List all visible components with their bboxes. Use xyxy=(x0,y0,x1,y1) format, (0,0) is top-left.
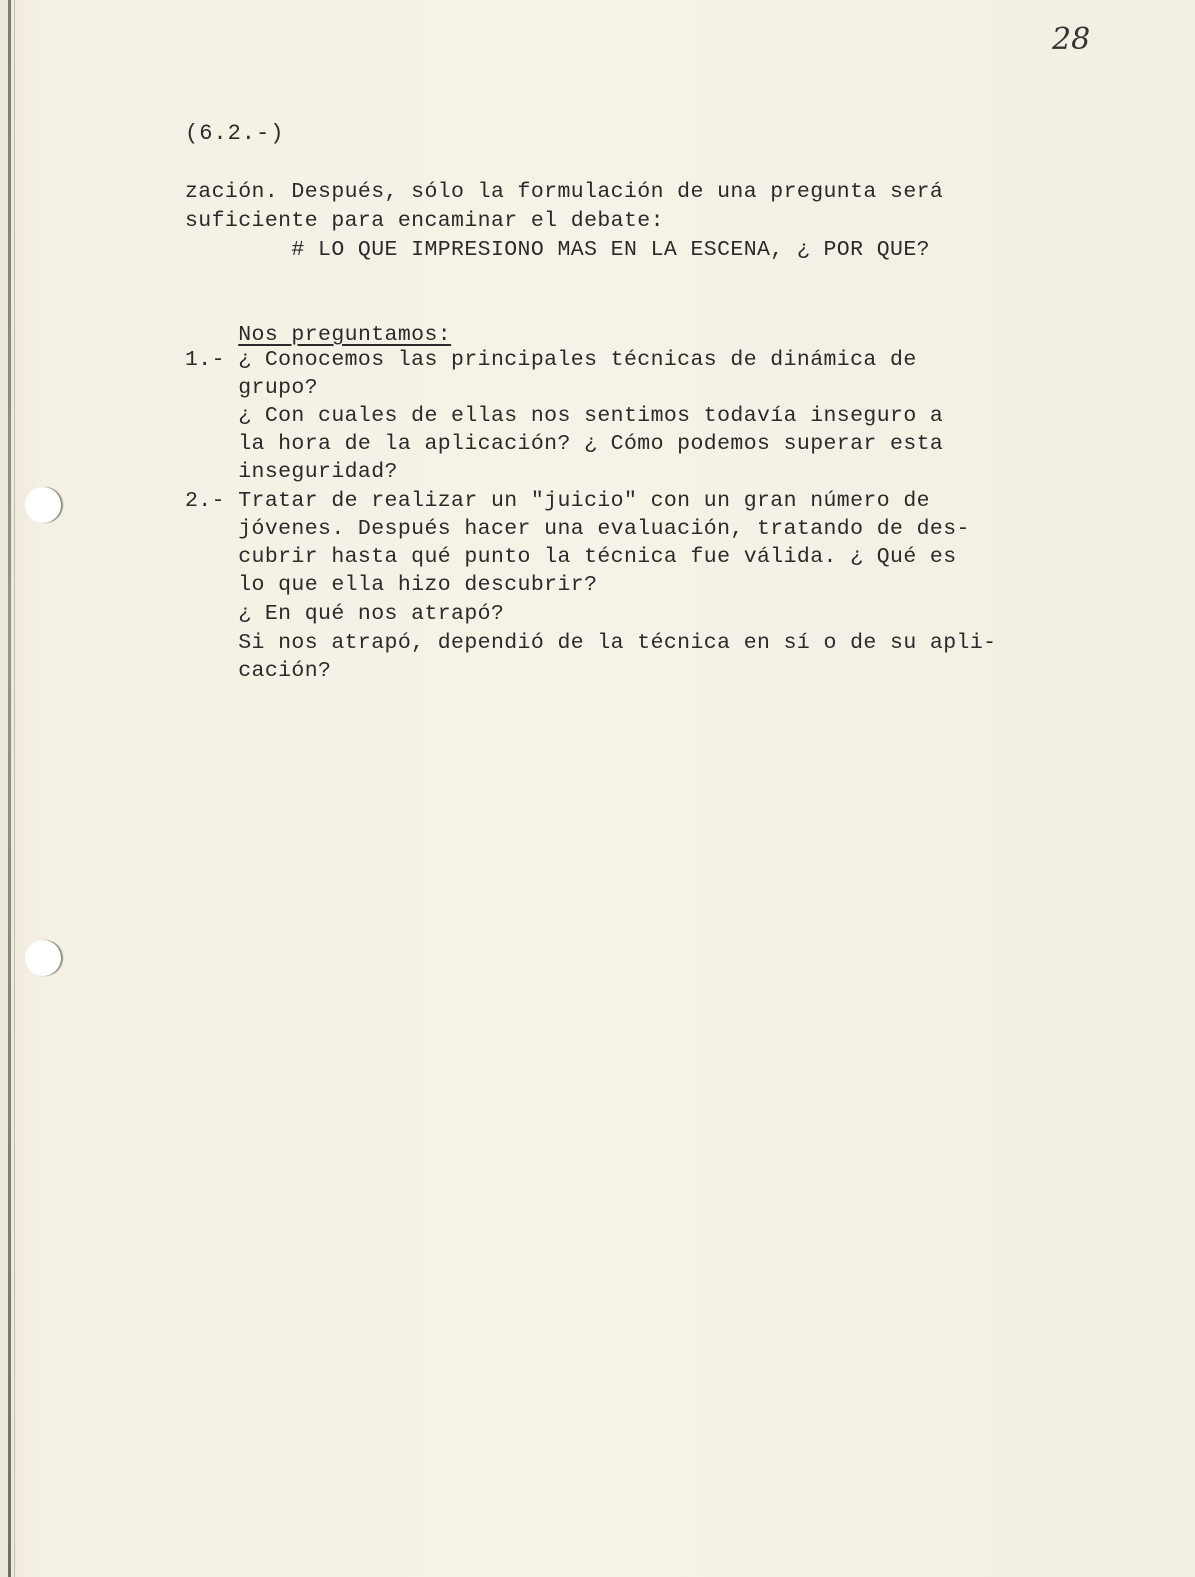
item-2-line-5: ¿ En qué nos atrapó? xyxy=(185,602,505,626)
item-2-line-1: 2.- Tratar de realizar un "juicio" con un gran número de xyxy=(185,489,930,513)
punch-hole-bottom xyxy=(25,940,61,976)
section-reference: (6.2.-) xyxy=(185,121,285,146)
section-heading: Nos preguntamos: xyxy=(238,322,452,347)
item-1-line-2: grupo? xyxy=(185,376,319,400)
item-2-line-4: lo que ella hizo descubrir? xyxy=(185,573,598,597)
item-1-line-4: la hora de la aplicación? ¿ Cómo podemos superar esta xyxy=(185,432,944,456)
punch-hole-top xyxy=(25,487,61,523)
item-2-line-7: cación? xyxy=(185,659,332,683)
item-2-line-3: cubrir hasta qué punto la técnica fue válida. ¿ Qué es xyxy=(185,545,957,569)
item-1-line-5: inseguridad? xyxy=(185,460,398,484)
intro-line-3: # LO QUE IMPRESIONO MAS EN LA ESCENA, ¿ POR QUE? xyxy=(185,238,930,262)
page-number: 28 xyxy=(1052,22,1091,57)
item-2-line-2: jóvenes. Después hacer una evaluación, tratando de des- xyxy=(185,517,970,541)
paper-edge-shadow xyxy=(8,0,11,1577)
paper-edge-line xyxy=(14,0,15,1577)
item-2-line-6: Si nos atrapó, dependió de la técnica en sí o de su apli- xyxy=(185,631,997,655)
item-1-line-3: ¿ Con cuales de ellas nos sentimos todavía inseguro a xyxy=(185,404,944,428)
intro-line-1: zación. Después, sólo la formulación de una pregunta será xyxy=(185,180,944,204)
item-1-line-1: 1.- ¿ Conocemos las principales técnicas de dinámica de xyxy=(185,348,917,372)
intro-line-2: suficiente para encaminar el debate: xyxy=(185,209,664,233)
